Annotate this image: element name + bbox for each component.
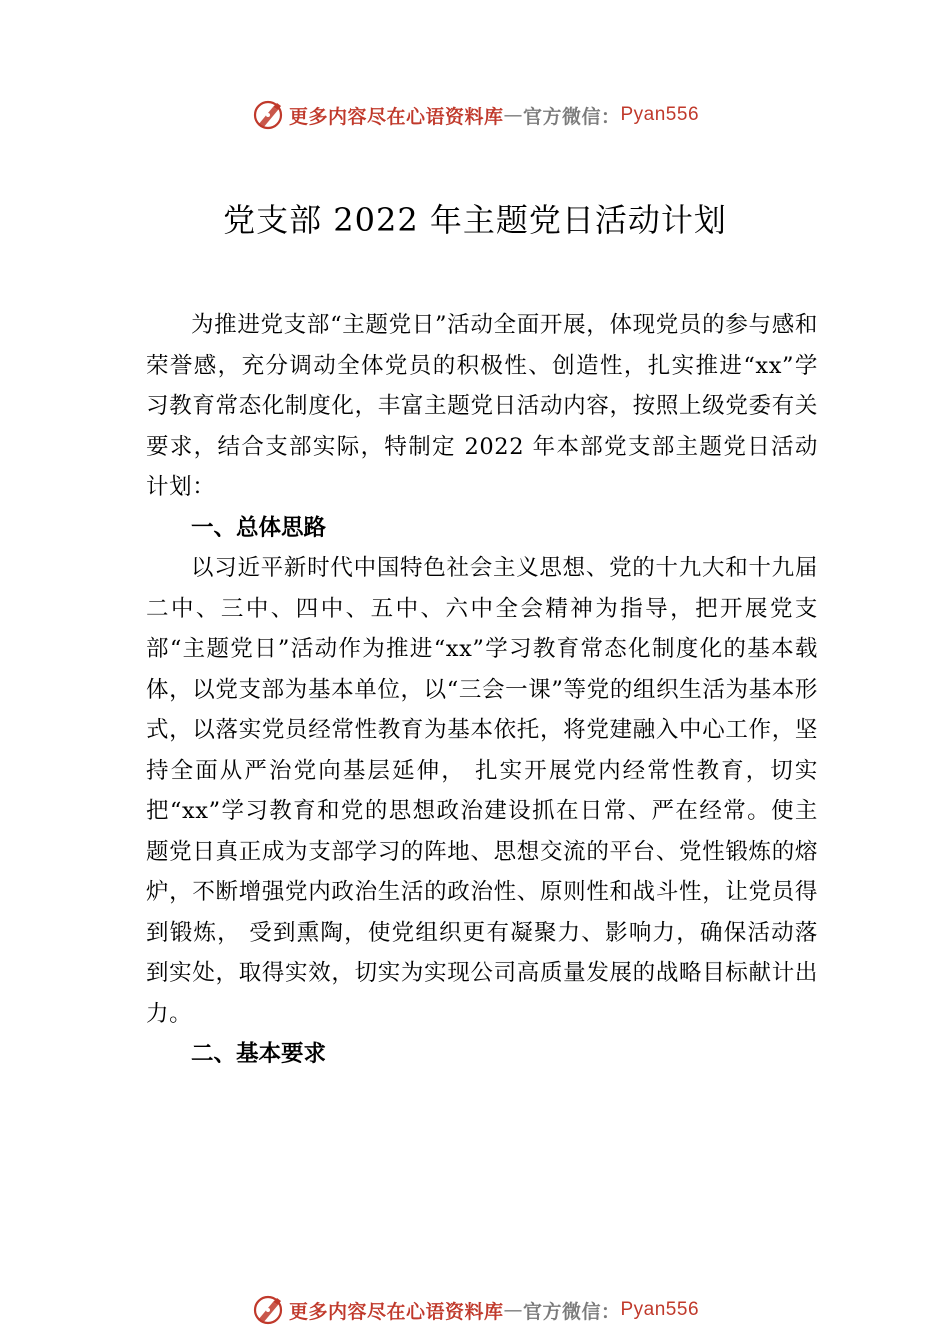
intro-paragraph: 为推进党支部“主题党日”活动全面开展，体现党员的参与感和荣誉感，充分调动全体党员的积极性、创造性，扎实推进“xx”学习教育常态化制度化，丰富主题党日活动内容，按照上级党委有关要求，结合支部实际，特制定 2022 年本部党支部主题党日活动计划： [146, 312, 818, 500]
section-heading-1: 一、总体思路 [191, 514, 327, 541]
section-heading-2: 二、基本要求 [191, 1041, 327, 1067]
watermark-separator: — [503, 1299, 523, 1321]
watermark-separator: — [503, 104, 523, 126]
watermark-brand: 更多内容尽在心语资料库 [288, 105, 504, 128]
section-paragraph-1: 以习近平新时代中国特色社会主义思想、党的十九大和十九届二中、三中、四中、五中、六中全会精神为指导，把开展党支部“主题党日”活动作为推进“xx”学习教育常态化制度化的基本载体，以党支部为基本单位，以“三会一课”等党的组织生活为基本形式，以落实党员经常性教育为基本依托，将党建融入中心工作，坚持全面从严治党向基层延伸， 扎实开展党内经常性教育，切实把“xx”学习教育和党的思想政治建设抓在日常、严在经常。使主题党日真正成为支部学习的阵地、思想交流的平台、党性锻炼的熔炉，不断增强党内政治生活的政治性、原则性和战斗性，让党员得到锻炼， 受到熏陶，使党组织更有凝聚力、影响力，确保活动落到实处，取得实效，切实为实现公司高质量发展的战略目标献计出力。 [146, 555, 818, 1027]
pen-nib-seal-icon [251, 1293, 285, 1327]
header-watermark [0, 95, 950, 135]
pen-nib-seal-icon [251, 98, 285, 132]
watermark-label: 官方微信： [522, 105, 621, 128]
watermark-id: Pyan556 [620, 1299, 700, 1320]
watermark-id: Pyan556 [620, 104, 700, 125]
watermark-label: 官方微信： [522, 1300, 621, 1323]
document-title: 党支部 2022 年主题党日活动计划 [223, 201, 727, 239]
footer-watermark [0, 1290, 950, 1330]
watermark-brand: 更多内容尽在心语资料库 [288, 1300, 504, 1323]
document-body [146, 305, 818, 1075]
